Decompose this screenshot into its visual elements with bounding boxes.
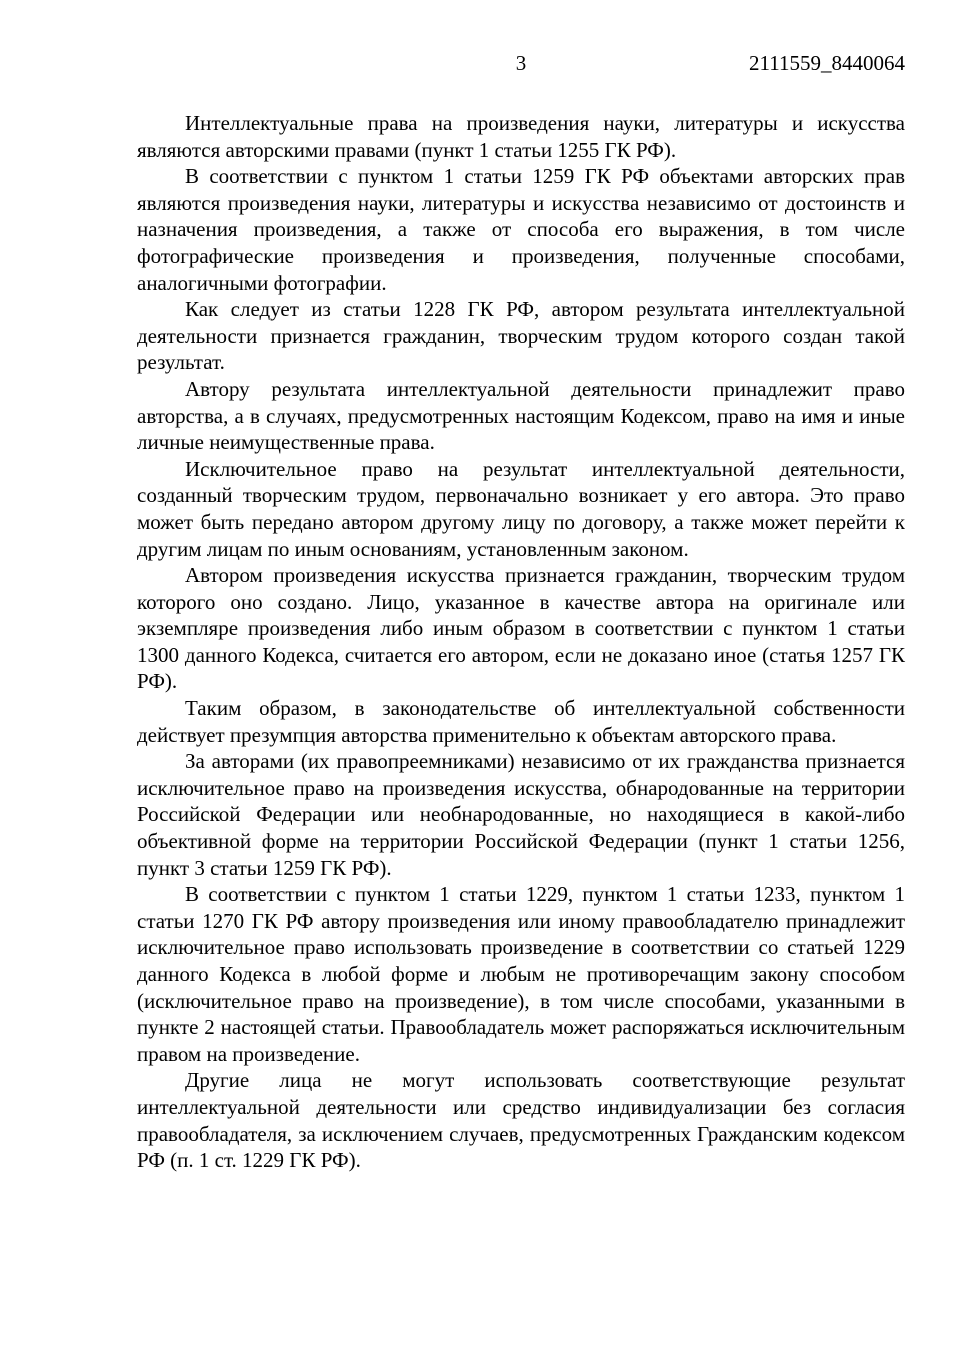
- document-id: 2111559_8440064: [749, 51, 905, 75]
- paragraph: В соответствии с пунктом 1 статьи 1229, пунктом 1 статьи 1233, пунктом 1 статьи 1270 ГК РФ автору произведения или иному правообладателю принадлежит исключительное право использовать произведение в соответствии со статьей 1229 данного Кодекса в любой форме и любым не противоречащим закону способом (исключительное право на произведение), в том числе способами, указанными в пункте 2 настоящей статьи. Правообладатель может распоряжаться исключительным правом на произведение.: [137, 882, 905, 1066]
- document-body: [137, 110, 905, 1174]
- paragraph: Таким образом, в законодательстве об интеллектуальной собственности действует презумпция авторства применительно к объектам авторского права.: [137, 696, 905, 747]
- page-number: 3: [515, 51, 527, 75]
- paragraph: Автору результата интеллектуальной деятельности принадлежит право авторства, а в случаях, предусмотренных настоящим Кодексом, право на имя и иные личные неимущественные права.: [137, 376, 905, 455]
- paragraph: За авторами (их правопреемниками) независимо от их гражданства признается исключительное право на произведения искусства, обнародованные на территории Российской Федерации или необнародованные, но находящиеся в какой-либо объективной форме на территории Российской Федерации (пункт 1 статьи 1256, пункт 3 статьи 1259 ГК РФ).: [137, 749, 905, 880]
- page-header: [137, 50, 905, 77]
- paragraph: Автором произведения искусства признается гражданин, творческим трудом которого оно создано. Лицо, указанное в качестве автора на оригинале или экземпляре произведения либо иным образом в соответствии с пунктом 1 статьи 1300 данного Кодекса, считается его автором, если не доказано иное (статья 1257 ГК РФ).: [137, 563, 905, 694]
- paragraph: Интеллектуальные права на произведения науки, литературы и искусства являются авторскими правами (пункт 1 статьи 1255 ГК РФ).: [137, 111, 905, 162]
- paragraph: Как следует из статьи 1228 ГК РФ, автором результата интеллектуальной деятельности признается гражданин, творческим трудом которого создан такой результат.: [137, 297, 905, 375]
- paragraph: В соответствии с пунктом 1 статьи 1259 ГК РФ объектами авторских прав являются произведения науки, литературы и искусства независимо от достоинств и назначения произведения, а также от способа его выражения, в том числе фотографические произведения и произведения, полученные способами, аналогичными фотографии.: [137, 164, 905, 295]
- paragraph: Другие лица не могут использовать соответствующие результат интеллектуальной деятельности или средство индивидуализации без согласия правообладателя, за исключением случаев, предусмотренных Гражданским кодексом РФ (п. 1 ст. 1229 ГК РФ).: [137, 1068, 905, 1173]
- paragraph: Исключительное право на результат интеллектуальной деятельности, созданный творческим трудом, первоначально возникает у его автора. Это право может быть передано автором другому лицу по договору, а также может перейти к другим лицам по иным основаниям, установленным законом.: [137, 456, 905, 561]
